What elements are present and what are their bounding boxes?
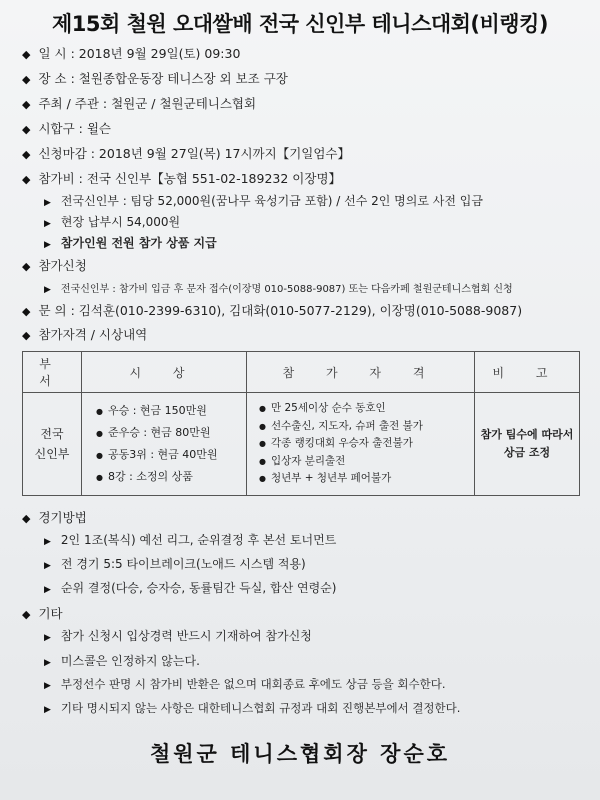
triangle-right-icon: ▶ [44,681,51,691]
quals-cell [247,393,475,496]
info-fee: ◆ 참가비 : 전국 신인부【농협 551-02-189232 이장명】 [22,171,342,186]
etc-heading: ◆ 기타 [22,606,63,621]
table-row [23,393,580,496]
list-item: ● 선수출신, 지도자, 슈퍼 출전 불가 [259,419,423,432]
list-item: ● 입상자 분리출전 [259,454,346,467]
prize-table [22,351,580,496]
quals-list [259,400,474,488]
header-note: 비 고 [475,352,580,393]
triangle-right-icon: ▶ [44,658,51,668]
diamond-icon: ◆ [22,329,31,342]
diamond-icon: ◆ [22,608,31,621]
etc-item: ▶ 부정선수 판명 시 참가비 반환은 없으며 대회종료 후에도 상금 등을 회수한다. [44,677,446,691]
method-heading: ◆ 경기방법 [22,510,87,525]
triangle-right-icon: ▶ [44,561,51,571]
triangle-right-icon: ▶ [44,633,51,643]
signature-line: 철원군 테니스협회장 장순호 [149,742,451,766]
bullet-icon: ● [96,451,103,460]
diamond-icon: ◆ [22,512,31,525]
info-deadline: ◆ 신청마감 : 2018년 9월 27일(목) 17시까지【기일엄수】 [22,146,351,161]
diamond-icon: ◆ [22,148,31,161]
info-organizer: ◆ 주최 / 주관 : 철원군 / 철원군테니스협회 [22,96,257,111]
info-venue: ◆ 장 소 : 철원종합운동장 테니스장 외 보조 구장 [22,71,288,86]
header-dept: 부 서 [23,352,82,393]
method-item: ▶ 2인 1조(복식) 예선 리그, 순위결정 후 본선 토너먼트 [44,533,337,547]
triangle-right-icon: ▶ [44,537,51,547]
triangle-right-icon: ▶ [44,285,51,295]
diamond-icon: ◆ [22,73,31,86]
page-title: 제15회 철원 오대쌀배 전국 신인부 테니스대회(비랭킹) [52,12,548,36]
list-item: ● 공동3위 : 현금 40만원 [96,448,218,461]
bullet-icon: ● [259,421,266,431]
header-awards: 시 상 [82,352,247,393]
triangle-right-icon: ▶ [44,585,51,595]
bullet-icon: ● [259,439,266,449]
info-ball: ◆ 시합구 : 윌슨 [22,121,112,136]
table-header-row [23,352,580,393]
list-item: ● 8강 : 소정의 상품 [96,470,193,483]
diamond-icon: ◆ [22,98,31,111]
note-cell: 참가 팀수에 따라서 상금 조정 [475,393,580,496]
list-item: ● 청년부 + 청년부 페어불가 [259,472,392,485]
list-item: ● 우승 : 현금 150만원 [96,404,207,417]
diamond-icon: ◆ [22,123,31,136]
diamond-icon: ◆ [22,260,31,273]
header-quals: 참 가 자 격 [247,352,475,393]
fee-item: ▶ 참가인원 전원 참가 상품 지급 [44,236,217,250]
list-item: ● 만 25세이상 순수 동호인 [259,402,386,415]
fee-item: ▶ 현장 납부시 54,000원 [44,215,181,229]
triangle-right-icon: ▶ [44,240,51,250]
info-date: ◆ 일 시 : 2018년 9월 29일(토) 09:30 [22,46,241,61]
awards-list [96,400,246,488]
dept-cell: 전국 신인부 [23,393,82,496]
apply-heading: ◆ 참가신청 [22,258,87,273]
method-item: ▶ 전 경기 5:5 타이브레이크(노애드 시스템 적용) [44,557,306,571]
apply-item: ▶ 전국신인부 : 참가비 입금 후 문자 접수(이장명 010-5088-9087) 또는 다음카페 철원군테니스협회 신청 [44,284,513,295]
bullet-icon: ● [96,407,103,416]
fee-item: ▶ 전국신인부 : 팀당 52,000원(꿈나무 육성기금 포함) / 선수 2인 명의로 사전 입금 [44,194,483,208]
triangle-right-icon: ▶ [44,198,51,208]
method-item: ▶ 순위 결정(다승, 승자승, 동률팀간 득실, 합산 연령순) [44,581,337,595]
bullet-icon: ● [259,474,266,484]
bullet-icon: ● [96,429,103,438]
etc-item: ▶ 참가 신청시 입상경력 반드시 기재하여 참가신청 [44,629,312,643]
bullet-icon: ● [96,473,103,482]
awards-cell [82,393,247,496]
diamond-icon: ◆ [22,305,31,318]
bullet-icon: ● [259,456,266,466]
diamond-icon: ◆ [22,173,31,186]
contact-row: ◆ 문 의 : 김석훈(010-2399-6310), 김대화(010-5077-2129), 이장명(010-5088-9087) [22,303,523,318]
list-item: ● 각종 랭킹대회 우승자 출전불가 [259,437,413,450]
etc-item: ▶ 기타 명시되지 않는 사항은 대한테니스협회 규정과 대회 진행본부에서 결정한다. [44,701,461,715]
triangle-right-icon: ▶ [44,705,51,715]
list-item: ● 준우승 : 현금 80만원 [96,426,211,439]
qualification-heading: ◆ 참가자격 / 시상내역 [22,327,148,342]
triangle-right-icon: ▶ [44,219,51,229]
etc-item: ▶ 미스콜은 인정하지 않는다. [44,654,200,668]
diamond-icon: ◆ [22,48,31,61]
bullet-icon: ● [259,404,266,414]
